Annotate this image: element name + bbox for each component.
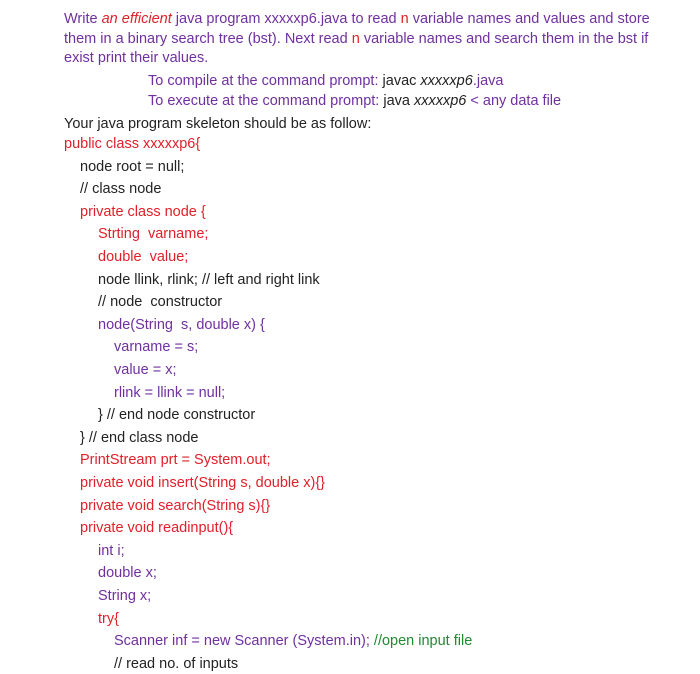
intro-n: n	[400, 11, 409, 27]
code-line	[80, 474, 325, 493]
code-text: try{	[98, 610, 119, 627]
code-line	[114, 384, 225, 403]
compile-instruction	[148, 72, 503, 92]
code-line	[98, 316, 265, 335]
code-text: // node constructor	[98, 294, 223, 311]
code-text: } // end node constructor	[98, 407, 256, 424]
code-line	[80, 429, 199, 448]
compile-file: xxxxxp6	[420, 73, 473, 89]
intro-text: variable names and values and store them in a binary search tree (bst). Next read	[64, 11, 650, 47]
execute-command: java	[383, 93, 414, 109]
code-line	[98, 293, 222, 312]
code-text: String x;	[98, 588, 152, 604]
code-line	[64, 135, 200, 154]
code-line	[80, 497, 270, 516]
intro-n: n	[351, 30, 360, 47]
code-line	[80, 519, 233, 538]
skeleton-heading: Your java program skeleton should be as follow:	[64, 116, 372, 132]
code-text: private void readinput(){	[80, 520, 234, 537]
compile-label: To compile at the command prompt:	[148, 73, 383, 89]
code-text: double value;	[98, 249, 189, 265]
code-line	[80, 451, 271, 470]
code-text: varname = s;	[114, 339, 199, 356]
code-line	[98, 248, 188, 267]
code-text: // read no. of inputs	[114, 655, 239, 672]
code-text: node llink, rlink; // left and right link	[98, 271, 320, 288]
code-text: PrintStream prt = System.out;	[80, 452, 271, 469]
code-line	[80, 180, 161, 199]
code-text: public class xxxxxp6{	[64, 136, 201, 152]
code-text: } // end class node	[80, 429, 199, 446]
code-text: Scanner inf = new Scanner (System.in);	[114, 633, 374, 650]
code-line	[98, 587, 151, 606]
code-text: double x;	[98, 565, 157, 582]
code-line	[114, 655, 238, 674]
execute-rest: < any data file	[466, 93, 562, 109]
code-text: node root = null;	[80, 158, 185, 175]
compile-ext: .java	[472, 73, 504, 89]
code-text: private void insert(String s, double x){}	[80, 475, 326, 491]
code-text: value = x;	[114, 362, 177, 378]
code-line	[98, 406, 255, 425]
execute-label: To execute at the command prompt:	[148, 93, 384, 109]
compile-command: javac	[382, 73, 421, 89]
code-line	[114, 361, 176, 380]
code-text: private class node {	[80, 203, 206, 220]
code-comment: //open input file	[373, 633, 473, 650]
code-text: int i;	[98, 542, 125, 559]
code-text: rlink = llink = null;	[114, 384, 226, 401]
code-text: Strting varname;	[98, 226, 209, 243]
code-line	[80, 158, 184, 177]
intro-text: Write	[64, 11, 102, 27]
code-line	[114, 338, 198, 357]
code-line	[98, 610, 119, 629]
assignment-description	[64, 10, 664, 69]
code-text: private void search(String s){}	[80, 497, 271, 514]
code-line	[98, 225, 208, 244]
code-line	[98, 271, 320, 290]
code-line	[98, 542, 125, 561]
code-text: node(String s, double x) {	[98, 316, 265, 333]
execute-file: xxxxxp6	[413, 93, 467, 109]
intro-text: java program xxxxxp6.java to read	[171, 11, 401, 27]
intro-text: variable names and search them in the bst if exist print their values.	[64, 30, 649, 66]
code-line	[80, 203, 206, 222]
execute-instruction	[148, 92, 561, 112]
code-text: // class node	[80, 181, 162, 198]
code-line	[114, 632, 472, 651]
intro-emphasis: an efficient	[101, 11, 172, 27]
code-line	[98, 564, 157, 583]
